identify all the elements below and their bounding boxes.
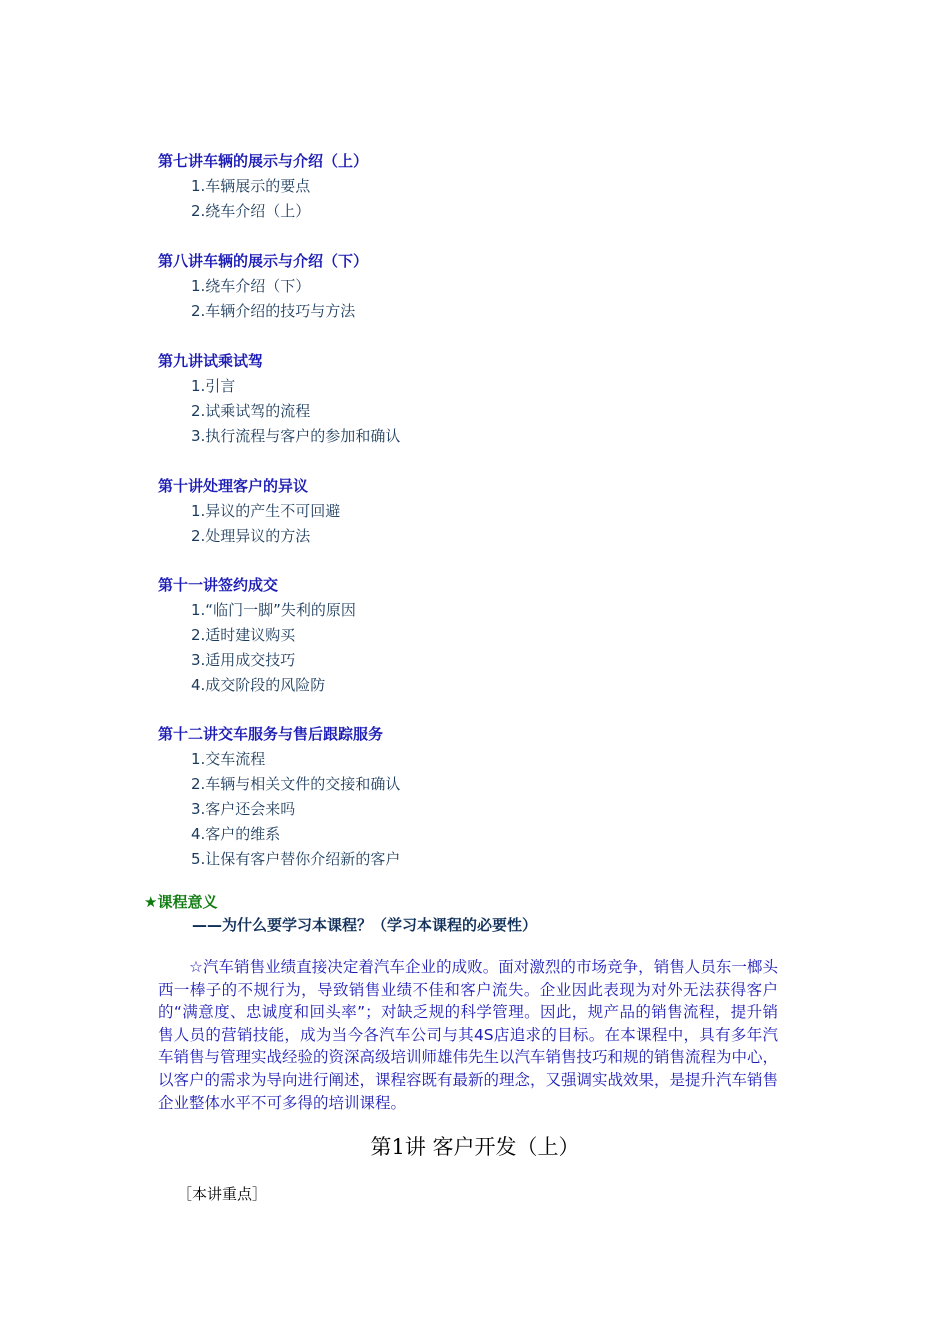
- lecture-item: 1.“临门一脚”失利的原因: [191, 601, 356, 619]
- lecture-item: 4.客户的维系: [191, 825, 281, 843]
- lecture-item: 2.适时建议购买: [191, 626, 296, 644]
- lecture-title: 第十讲处理客户的异议: [158, 477, 309, 495]
- lecture-section-7: [158, 149, 798, 224]
- course-significance-subtitle: ——为什么要学习本课程？（学习本课程的必要性）: [192, 916, 538, 934]
- lecture-title: 第十二讲交车服务与售后跟踪服务: [158, 725, 384, 743]
- lecture-item: 1.车辆展示的要点: [191, 177, 311, 195]
- lecture-section-9: [158, 349, 798, 449]
- lecture-item: 1.绕车介绍（下）: [191, 277, 311, 295]
- chapter-title: 第1讲 客户开发（上）: [370, 1135, 580, 1159]
- lecture-item: 1.异议的产生不可回避: [191, 502, 341, 520]
- lecture-item: 3.客户还会来吗: [191, 800, 296, 818]
- lecture-item: 5.让保有客户替你介绍新的客户: [191, 850, 401, 868]
- lecture-item: 3.适用成交技巧: [191, 651, 296, 669]
- lecture-item: 1.交车流程: [191, 750, 266, 768]
- lecture-section-12: [158, 722, 798, 872]
- lecture-item: 2.绕车介绍（上）: [191, 202, 311, 220]
- lecture-item: 2.处理异议的方法: [191, 527, 311, 545]
- lecture-section-10: [158, 474, 798, 549]
- course-significance-paragraph: ☆汽车销售业绩直接决定着汽车企业的成败。面对激烈的市场竞争，销售人员东一榔头西一棒子的不规行为，导致销售业绩不佳和客户流失。企业因此表现为对外无法获得客户的“满意度、忠诚度和回头率”；对缺乏规的科学管理。因此，规产品的销售流程，提升销售人员的营销技能，成为当今各汽车公司与其4S店追求的目标。在本课程中，具有多年汽车销售与管理实战经验的资深高级培训师雄伟先生以汽车销售技巧和规的销售流程为中心，以客户的需求为导向进行阐述，课程容既有最新的理念，又强调实战效果，是提升汽车销售企业整体水平不可多得的培训课程。: [158, 958, 779, 1112]
- lecture-item: 2.车辆与相关文件的交接和确认: [191, 775, 401, 793]
- lecture-section-8: [158, 249, 798, 324]
- lecture-title: 第七讲车辆的展示与介绍（上）: [158, 152, 369, 170]
- course-significance-heading: ★课程意义: [144, 893, 218, 911]
- lecture-title: 第十一讲签约成交: [158, 576, 279, 594]
- lecture-item: 1.引言: [191, 377, 236, 395]
- lecture-title: 第九讲试乘试驾: [158, 352, 264, 370]
- lecture-item: 2.车辆介绍的技巧与方法: [191, 302, 356, 320]
- lecture-item: 3.执行流程与客户的参加和确认: [191, 427, 401, 445]
- lecture-item: 2.试乘试驾的流程: [191, 402, 311, 420]
- key-points-label: ［本讲重点］: [177, 1185, 268, 1203]
- lecture-item: 4.成交阶段的风险防: [191, 676, 326, 694]
- lecture-section-11: [158, 573, 798, 698]
- lecture-title: 第八讲车辆的展示与介绍（下）: [158, 252, 369, 270]
